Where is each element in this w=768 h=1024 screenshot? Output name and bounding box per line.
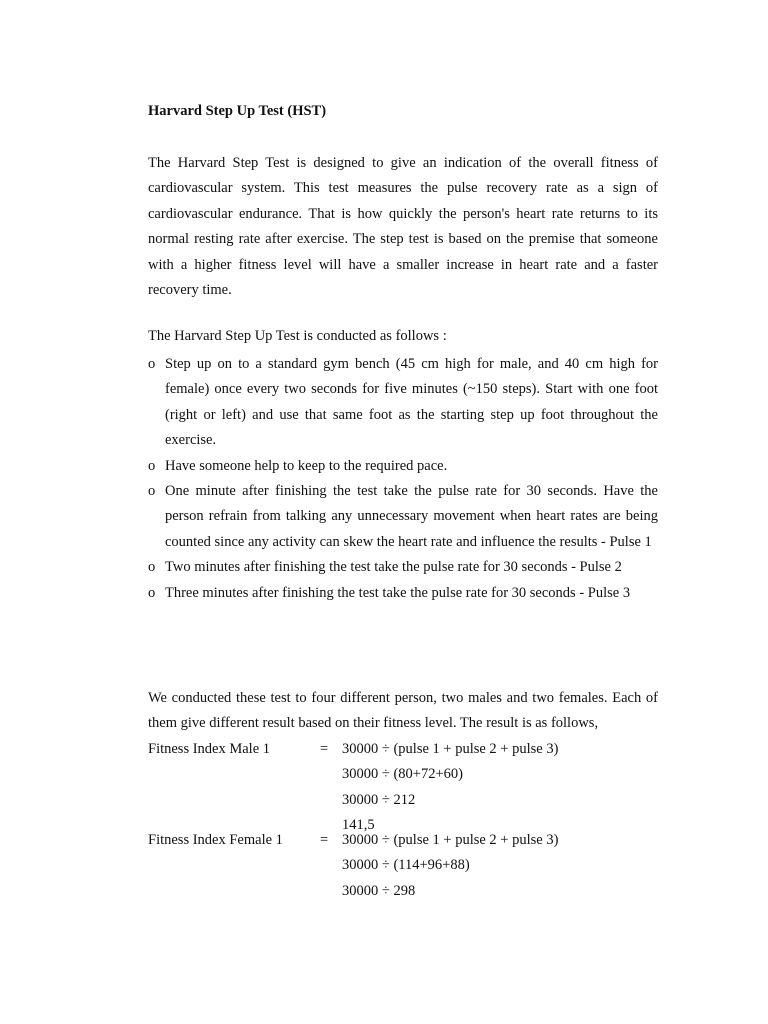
step-text: Have someone help to keep to the required pace. [165, 457, 448, 474]
step-text: Two minutes after finishing the test take the pulse rate for 30 seconds - Pulse 2 [165, 559, 622, 576]
calc-line: 30000 ÷ 298 [342, 882, 416, 899]
document-title: Harvard Step Up Test (HST) [148, 103, 327, 119]
list-item [148, 581, 658, 606]
calc-line: 30000 ÷ (80+72+60) [342, 766, 463, 783]
results-paragraph: We conducted these test to four different person, two males and two females. Each of them give different result based on their fitness level. The result is as follows, [148, 690, 658, 732]
step-text: Three minutes after finishing the test take the pulse rate for 30 seconds - Pulse 3 [165, 584, 631, 601]
bullet-marker: o [148, 457, 156, 474]
fitness-index-female-1 [148, 828, 668, 904]
calc-result: 141,5 [342, 817, 375, 834]
bullet-marker: o [148, 584, 156, 601]
calc-line: 30000 ÷ (114+96+88) [342, 857, 470, 874]
calc-line: 30000 ÷ (pulse 1 + pulse 2 + pulse 3) [342, 832, 559, 848]
procedure-list [148, 352, 658, 606]
bullet-marker: o [148, 356, 156, 372]
equals-sign: = [320, 832, 329, 848]
bullet-marker: o [148, 559, 156, 576]
bullet-marker: o [148, 483, 156, 500]
list-item [148, 352, 658, 454]
fitness-index-male-1 [148, 737, 668, 834]
list-item [148, 555, 658, 580]
step-text: Step up on to a standard gym bench (45 cm high for male, and 40 cm high for female) once every two seconds for five minutes (~150 steps). Start with one foot (right or left) and use that same foot as the starting step up foot throughout the exercise. [165, 356, 658, 449]
list-item [148, 454, 658, 479]
calc-line: 30000 ÷ 212 [342, 791, 416, 808]
step-text: One minute after finishing the test take the pulse rate for 30 seconds. Have the person refrain from talking any unnecessary movement when heart rates are being counted since any activity can skew the heart rate and influence the results - Pulse 1 [165, 483, 658, 550]
list-item [148, 479, 658, 555]
calc-label: Fitness Index Male 1 [148, 741, 271, 757]
calc-line: 30000 ÷ (pulse 1 + pulse 2 + pulse 3) [342, 741, 559, 757]
equals-sign: = [320, 741, 329, 757]
intro-paragraph: The Harvard Step Test is designed to give an indication of the overall fitness of cardiovascular system. This test measures the pulse recovery rate as a sign of cardiovascular endurance. That is how quickly the person's heart rate returns to its normal resting rate after exercise. The step test is based on the premise that someone with a higher fitness level will have a smaller increase in heart rate and a faster recovery time. [148, 155, 658, 299]
calc-label: Fitness Index Female 1 [148, 832, 283, 848]
procedure-intro: The Harvard Step Up Test is conducted as follows : [148, 328, 447, 344]
